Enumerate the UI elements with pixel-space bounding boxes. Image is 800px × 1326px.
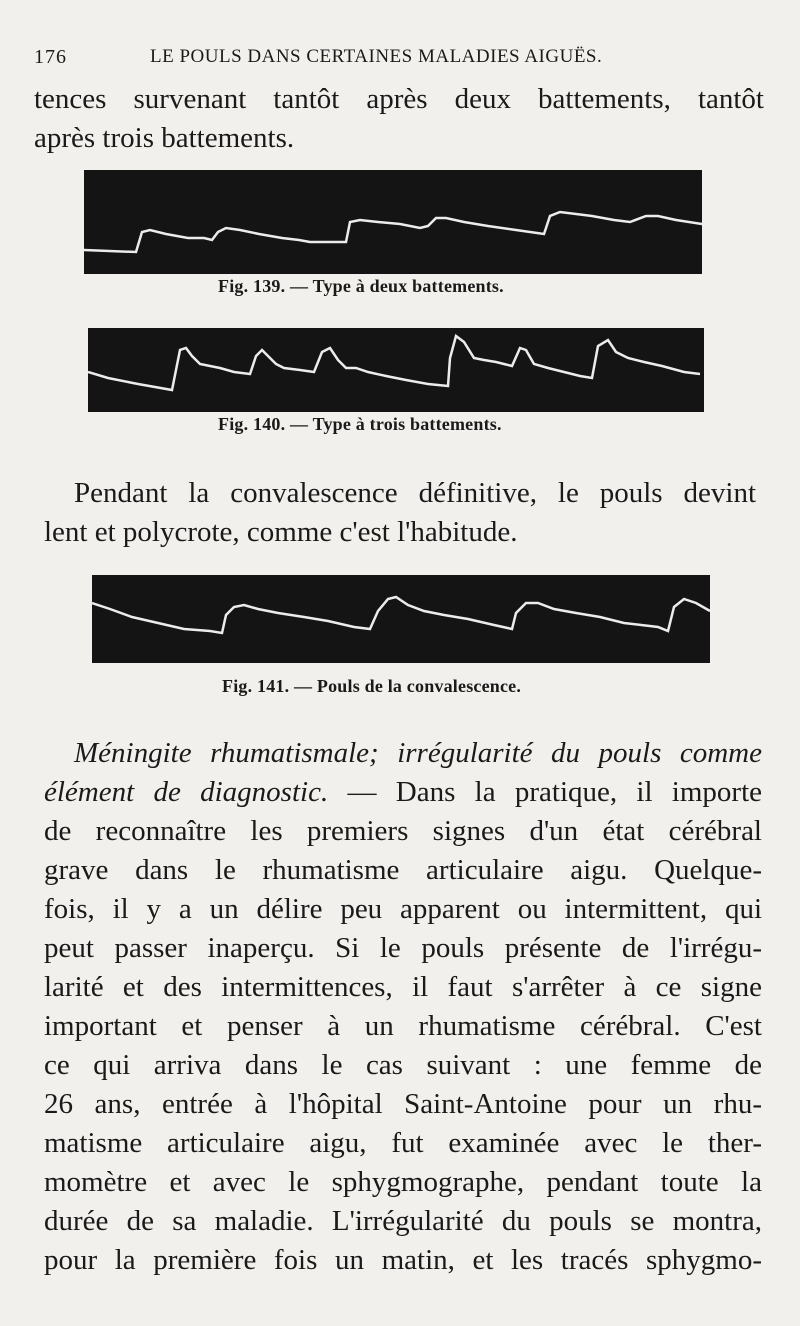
convalescence-paragraph — [44, 474, 756, 552]
text-line: Pendant la convalescence définitive, le pouls devint — [74, 477, 756, 509]
text-line: après trois battements. — [34, 122, 295, 154]
section-heading: Méningite rhumatismale; irrégularité du pouls comme — [74, 737, 762, 769]
intro-paragraph — [34, 80, 764, 158]
page-header — [34, 38, 754, 74]
text-line: fois, il y a un délire peu apparent ou intermittent, qui — [44, 893, 762, 925]
heading-line — [44, 773, 762, 812]
section-heading-continued: élément de diagnostic. — [44, 776, 329, 808]
text-line: lent et polycrote, comme c'est l'habitude. — [44, 516, 518, 548]
text-line: pour la première fois un matin, et les tracés sphygmo- — [44, 1244, 762, 1276]
pulse-trace-fig-139 — [84, 170, 702, 274]
text-line: tences survenant tantôt après deux battements, tantôt — [34, 83, 764, 115]
text-line: matisme articulaire aigu, fut examinée avec le ther- — [44, 1127, 762, 1159]
text-line: 26 ans, entrée à l'hôpital Saint-Antoine pour un rhu- — [44, 1088, 762, 1120]
figure-caption-141: Fig. 141. — Pouls de la convalescence. — [222, 676, 522, 696]
figure-caption-139: Fig. 139. — Type à deux battements. — [218, 276, 504, 296]
pulse-trace-fig-140 — [88, 328, 704, 412]
sphygmogram-fig-139 — [84, 170, 702, 274]
text-line: grave dans le rhumatisme articulaire aigu. Quelque- — [44, 854, 762, 886]
sphygmogram-fig-140 — [88, 328, 704, 412]
pulse-trace-fig-141 — [92, 575, 710, 663]
text-line: peut passer inaperçu. Si le pouls présente de l'irrégu- — [44, 932, 762, 964]
text-line: momètre et avec le sphygmographe, pendant toute la — [44, 1166, 762, 1198]
text-line: ce qui arriva dans le cas suivant : une femme de — [44, 1049, 762, 1081]
sphygmogram-fig-141 — [92, 575, 710, 663]
text-line: larité et des intermittences, il faut s'arrêter à ce signe — [44, 971, 762, 1003]
figure-caption-140: Fig. 140. — Type à trois battements. — [218, 414, 502, 434]
page-number: 176 — [34, 46, 67, 68]
text-line: important et penser à un rhumatisme cérébral. C'est — [44, 1010, 762, 1042]
running-title: LE POULS DANS CERTAINES MALADIES AIGUËS. — [150, 46, 603, 67]
text-line: de reconnaître les premiers signes d'un état cérébral — [44, 815, 762, 847]
meningite-paragraph — [44, 734, 762, 1280]
text-fragment: — Dans la pratique, il importe — [328, 776, 763, 808]
text-line: durée de sa maladie. L'irrégularité du pouls se montra, — [44, 1205, 762, 1237]
